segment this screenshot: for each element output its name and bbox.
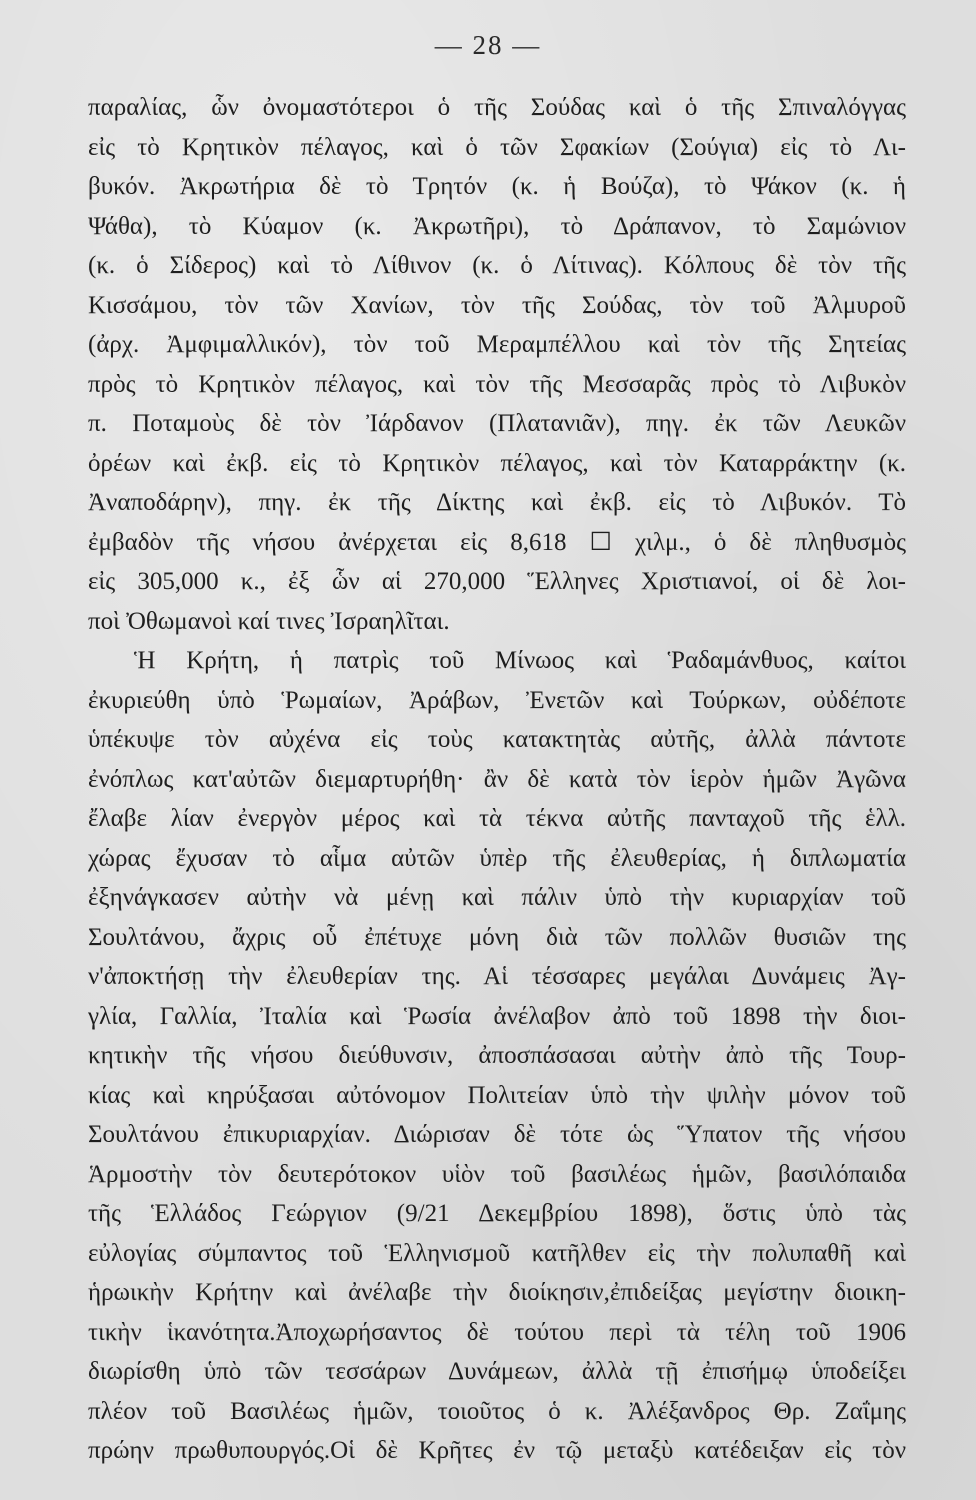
text-line: εἰς τὸ Κρητικὸν πέλαγος, καὶ ὁ τῶν Σφακίων (Σούγια) εἰς τὸ Λι- — [88, 133, 906, 161]
text-line: Σουλτάνου ἐπικυριαρχίαν. Διώρισαν δὲ τότε ὡς Ὕπατον τῆς νήσου — [88, 1121, 906, 1148]
text-line: Ἀναποδάρην), πηγ. ἐκ τῆς Δίκτης καὶ ἐκβ. εἰς τὸ Λιβυκόν. Τὸ — [88, 489, 906, 516]
text-line: κητικὴν τῆς νήσου διεύθυνσιν, ἀποσπάσασαι αὐτὴν ἀπὸ τῆς Τουρ- — [88, 1042, 906, 1069]
text-line: ν'ἀποκτήσῃ τὴν ἐλευθερίαν της. Αἱ τέσσαρες μεγάλαι Δυνάμεις Ἀγ- — [88, 963, 906, 990]
text-line: πλέον τοῦ Βασιλέως ἡμῶν, τοιοῦτος ὁ κ. Ἀλέξανδρος Θρ. Ζαΐμης — [88, 1397, 906, 1425]
text-line: ἐξηνάγκασεν αὐτὴν νὰ μένῃ καὶ πάλιν ὑπὸ τὴν κυριαρχίαν τοῦ — [88, 884, 906, 911]
text-line: παραλίας, ὧν ὀνομαστότεροι ὁ τῆς Σούδας καὶ ὁ τῆς Σπιναλόγγας — [88, 94, 906, 121]
text-line: πρὸς τὸ Κρητικὸν πέλαγος, καὶ τὸν τῆς Μεσσαρᾶς πρὸς τὸ Λιβυκὸν — [88, 370, 906, 398]
text-line: τῆς Ἑλλάδος Γεώργιον (9/21 Δεκεμβρίου 1898), ὅστις ὑπὸ τὰς — [88, 1200, 906, 1227]
text-line: διωρίσθη ὑπὸ τῶν τεσσάρων Δυνάμεων, ἀλλὰ τῇ ἐπισήμῳ ὑποδείξει — [88, 1358, 906, 1385]
text-line: ἔλαβε λίαν ἐνεργὸν μέρος καὶ τὰ τέκνα αὐτῆς πανταχοῦ τῆς ἑλλ. — [88, 805, 906, 832]
text-line: (ἀρχ. Ἀμφιμαλλικόν), τὸν τοῦ Μεραμπέλλου καὶ τὸν τῆς Σητείας — [88, 331, 906, 358]
text-line: Ἡ Κρήτη, ἡ πατρὶς τοῦ Μίνωος καὶ Ῥαδαμάνθυος, καίτοι — [134, 647, 906, 674]
text-line: ἐμβαδὸν τῆς νήσου ἀνέρχεται εἰς 8,618 ☐ χιλμ., ὁ δὲ πληθυσμὸς — [88, 528, 906, 556]
text-line: ἐκυριεύθη ὑπὸ Ῥωμαίων, Ἀράβων, Ἐνετῶν καὶ Τούρκων, οὐδέποτε — [88, 686, 906, 714]
text-line: εὐλογίας σύμπαντος τοῦ Ἑλληνισμοῦ κατῆλθεν εἰς τὴν πολυπαθῆ καὶ — [88, 1239, 906, 1267]
text-line: Σουλτάνου, ἄχρις οὗ ἐπέτυχε μόνη διὰ τῶν πολλῶν θυσιῶν της — [88, 923, 906, 951]
body-text — [88, 88, 906, 1471]
text-line: γλία, Γαλλία, Ἰταλία καὶ Ῥωσία ἀνέλαβον ἀπὸ τοῦ 1898 τὴν διοι- — [88, 1002, 906, 1030]
text-line: πρώην πρωθυπουργός.Οἱ δὲ Κρῆτες ἐν τῷ μεταξὺ κατέδειξαν εἰς τὸν — [88, 1437, 906, 1464]
text-line: κίας καὶ κηρύξασαι αὐτόνομον Πολιτείαν ὑπὸ τὴν ψιλὴν μόνον τοῦ — [88, 1081, 906, 1109]
text-line: εἰς 305,000 κ., ἐξ ὧν αἱ 270,000 Ἕλληνες Χριστιανοί, οἱ δὲ λοι- — [88, 568, 906, 595]
text-line: (κ. ὁ Σίδερος) καὶ τὸ Λίθινον (κ. ὁ Λίτινας). Κόλπους δὲ τὸν τῆς — [88, 252, 906, 279]
text-line: π. Ποταμοὺς δὲ τὸν Ἰάρδανον (Πλατανιᾶν), πηγ. ἐκ τῶν Λευκῶν — [88, 410, 906, 437]
text-line: ποὶ Ὀθωμανοὶ καί τινες Ἰσραηλῖται. — [88, 607, 450, 635]
text-line: Ἁρμοστὴν τὸν δευτερότοκον υἱὸν τοῦ βασιλέως ἡμῶν, βασιλόπαιδα — [88, 1160, 906, 1188]
text-line: τικὴν ἱκανότητα.Ἀποχωρήσαντος δὲ τούτου περὶ τὰ τέλη τοῦ 1906 — [88, 1318, 906, 1346]
text-line: Ψάθα), τὸ Κύαμον (κ. Ἀκρωτῆρι), τὸ Δράπανον, τὸ Σαμώνιον — [88, 212, 906, 240]
text-line: ἡρωικὴν Κρήτην καὶ ἀνέλαβε τὴν διοίκησιν,ἐπιδείξας μεγίστην διοικη- — [88, 1279, 906, 1306]
text-line: ὀρέων καὶ ἐκβ. εἰς τὸ Κρητικὸν πέλαγος, καὶ τὸν Καταρράκτην (κ. — [88, 449, 906, 477]
text-line: Κισσάμου, τὸν τῶν Χανίων, τὸν τῆς Σούδας, τὸν τοῦ Ἀλμυροῦ — [88, 291, 906, 319]
text-line: βυκόν. Ἀκρωτήρια δὲ τὸ Τρητόν (κ. ἡ Βούζα), τὸ Ψάκον (κ. ἡ — [88, 173, 906, 200]
text-line: ὑπέκυψε τὸν αὐχένα εἰς τοὺς κατακτητὰς αὐτῆς, ἀλλὰ πάντοτε — [88, 726, 906, 753]
text-line: χώρας ἔχυσαν τὸ αἷμα αὐτῶν ὑπὲρ τῆς ἐλευθερίας, ἡ διπλωματία — [88, 844, 906, 872]
page-number: — 28 — — [434, 30, 542, 60]
text-line: ἐνόπλως κατ'αὐτῶν διεμαρτυρήθη· ἂν δὲ κατὰ τὸν ἱερὸν ἡμῶν Ἀγῶνα — [88, 765, 906, 793]
